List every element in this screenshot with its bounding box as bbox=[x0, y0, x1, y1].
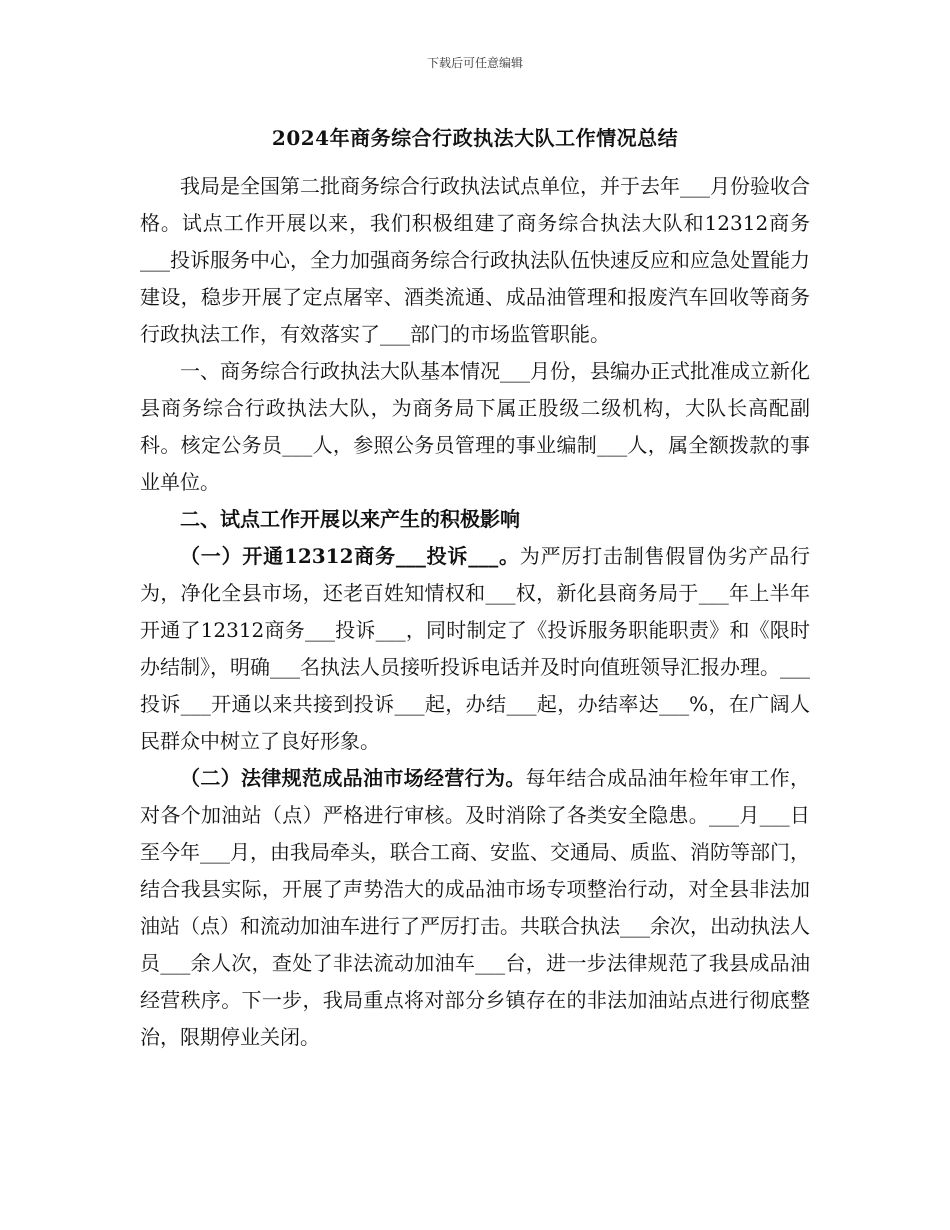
document-body bbox=[140, 168, 810, 1056]
paragraph-text: 每年结合成品油年检年审工作，对各个加油站（点）严格进行审核。及时消除了各类安全隐患。___月___日至今年___月，由我局牵头，联合工商、安监、交通局、质监、消防等部门，结合我县实际，开展了声势浩大的成品油市场专项整治行动，对全县非法加油站（点）和流动加油车进行了严厉打击。共联合执法___余次，出动执法人员___余人次，查处了非法流动加油车___台，进一步法律规范了我县成品油经营秩序。下一步，我局重点将对部分乡镇存在的非法加油站点进行彻底整治，限期停业关闭。 bbox=[140, 766, 811, 1049]
section-heading-2: 二、试点工作开展以来产生的积极影响 bbox=[180, 507, 520, 531]
paragraph-text: 一、商务综合行政执法大队基本情况___月份，县编办正式批准成立新化县商务综合行政执法大队，为商务局下属正股级二级机构，大队长高配副科。核定公务员___人，参照公务员管理的事业编制___人，属全额拨款的事业单位。 bbox=[140, 359, 810, 494]
document-title: 2024年商务综合行政执法大队工作情况总结 bbox=[271, 126, 679, 150]
paragraph-text: 我局是全国第二批商务综合行政执法试点单位，并于去年___月份验收合格。试点工作开展以来，我们积极组建了商务综合执法大队和12312商务___投诉服务中心，全力加强商务综合行政执法队伍快速反应和应急处置能力建设，稳步开展了定点屠宰、酒类流通、成品油管理和报废汽车回收等商务行政执法工作，有效落实了___部门的市场监管职能。 bbox=[140, 174, 810, 346]
paragraph-section-1 bbox=[140, 353, 810, 501]
paragraph-intro bbox=[140, 168, 810, 353]
paragraph-lead: （二）法律规范成品油市场经营行为。 bbox=[180, 766, 526, 790]
paragraph-subsection-1 bbox=[140, 538, 810, 760]
paragraph-lead: （一）开通12312商务___投诉___。 bbox=[180, 544, 520, 568]
header-note: 下载后可任意编辑 bbox=[426, 56, 523, 70]
paragraph-text: 为严厉打击制售假冒伪劣产品行为，净化全县市场，还老百姓知情权和___权，新化县商务局于___年上半年开通了12312商务___投诉___，同时制定了《投诉服务职能职责》和《限时办结制》，明确___名执法人员接听投诉电话并及时向值班领导汇报办理。___投诉___开通以来共接到投诉___起，办结___起，办结率达___%，在广阔人民群众中树立了良好形象。 bbox=[140, 544, 810, 753]
paragraph-subsection-2 bbox=[140, 760, 810, 1056]
